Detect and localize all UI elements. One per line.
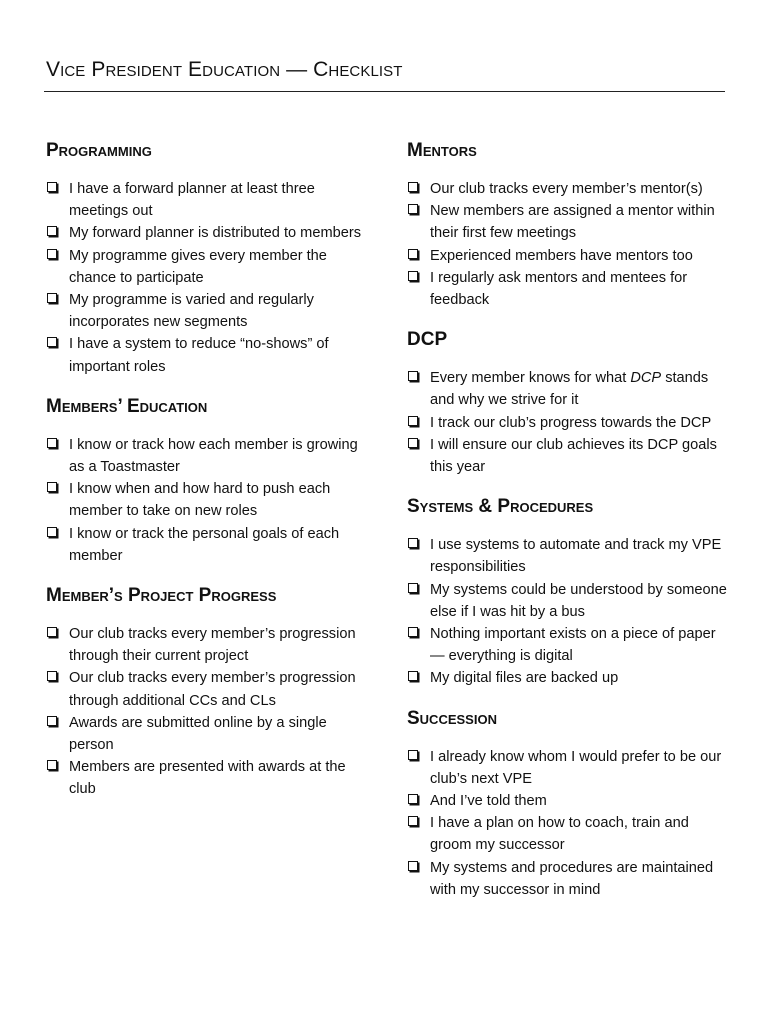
checklist-item[interactable] [407,200,727,244]
checklist-item-label: Our club tracks every member’s progression through their current project [69,626,356,665]
checkbox-icon[interactable] [408,671,418,681]
checklist [46,434,366,567]
checklist [407,178,727,311]
section-title: Systems & Procedures [407,496,594,518]
checklist-item-label: I have a forward planner at least three meetings out [69,181,315,220]
checkbox-icon[interactable] [408,249,418,259]
checklist-item[interactable] [407,790,727,812]
checklist [407,746,727,901]
dcp-term: DCP [630,370,662,387]
checklist-item-label: My systems and procedures are maintained with my successor in mind [430,859,714,898]
checklist-item-label: My digital files are backed up [430,670,619,687]
checklist-item[interactable] [46,245,366,289]
checklist-item[interactable] [407,178,727,200]
checkbox-icon[interactable] [408,271,418,281]
checkbox-icon[interactable] [408,438,418,448]
section-title: Programming [46,140,152,161]
checkbox-icon[interactable] [47,671,57,681]
checkbox-icon[interactable] [47,337,57,347]
checklist-item-label: New members are assigned a mentor within their first few meetings [430,203,715,242]
checklist-item[interactable] [46,712,366,756]
right-column [407,138,727,917]
checklist-item-label: I know when and how hard to push each member to take on new roles [69,481,331,520]
checklist-item-label: My programme gives every member the chance to participate [69,247,327,286]
checklist [46,623,366,801]
section-mentors [407,138,727,311]
checkbox-icon[interactable] [47,226,57,236]
checklist-item[interactable] [46,434,366,478]
checkbox-icon[interactable] [47,249,57,259]
checkbox-icon[interactable] [408,371,418,381]
checklist-item-label: I will ensure our club achieves its DCP goals this year [430,436,717,476]
checklist-item[interactable] [407,746,727,790]
checklist-item-label: I have a system to reduce “no-shows” of important roles [69,336,329,375]
checklist [407,367,727,478]
section-dcp [407,327,727,478]
checklist-item[interactable] [407,267,727,311]
section-title: Members’ Education [46,395,208,417]
section-member-project-progress [46,583,366,801]
checklist-item[interactable] [46,667,366,711]
checkbox-icon[interactable] [408,750,418,760]
checkbox-icon[interactable] [47,627,57,637]
checklist-item-label: I already know whom I would prefer to be our club’s next VPE [430,748,722,787]
section-succession [407,706,727,901]
checkbox-icon[interactable] [408,627,418,637]
checkbox-icon[interactable] [408,416,418,426]
section-systems-procedures [407,494,727,689]
checklist-item-label: My systems could be understood by someone else if I was hit by a bus [430,581,727,620]
page-title: Vice President Education — Checklist [46,58,403,81]
checklist-item-label: Our club tracks every member’s mentor(s) [430,181,703,197]
checkbox-icon[interactable] [408,583,418,593]
checklist-item-label: And I’ve told them [430,793,547,810]
checklist [407,534,727,689]
checkbox-icon[interactable] [47,482,57,492]
section-programming [46,138,366,378]
checklist-item-label: My forward planner is distributed to members [69,225,361,242]
title-divider [44,91,725,92]
checklist-item-label: Experienced members have mentors too [430,247,693,264]
checklist-item[interactable] [407,245,727,267]
checklist-item[interactable] [46,333,366,377]
checklist-item-label: I track our club’s progress towards the DCP [430,414,712,431]
checkbox-icon[interactable] [408,204,418,214]
checklist-item[interactable] [46,523,366,567]
checkbox-icon[interactable] [47,716,57,726]
checklist-item-label: I know or track the personal goals of each member [69,525,340,564]
checklist-item[interactable] [46,623,366,667]
checklist-item-label: Our club tracks every member’s progression through additional CCs and CLs [69,670,356,709]
left-column [46,138,366,817]
checkbox-icon[interactable] [408,794,418,804]
section-title: Member’s Project Progress [46,585,277,607]
section-title: DCP [407,329,448,351]
checklist-item-label: I use systems to automate and track my VPE responsibilities [430,537,722,576]
checklist [46,178,366,378]
checklist-item-label: I regularly ask mentors and mentees for feedback [430,269,688,309]
checklist-item-label: I have a plan on how to coach, train and groom my successor [430,815,689,854]
checkbox-icon[interactable] [47,438,57,448]
checklist-item[interactable] [407,412,727,434]
checklist-item[interactable] [407,434,727,478]
checkbox-icon[interactable] [47,293,57,303]
checklist-item-label: Awards are submitted online by a single person [69,714,327,754]
checklist-item[interactable] [407,534,727,578]
checklist-item[interactable] [407,623,727,667]
checkbox-icon[interactable] [47,527,57,537]
checklist-item-label: Members are presented with awards at the club [69,759,346,798]
checklist-item-label: I know or track how each member is growing as a Toastmaster [69,436,358,476]
checkbox-icon[interactable] [47,182,57,192]
checklist-item-label: My programme is varied and regularly incorporates new segments [69,292,314,331]
checklist-item[interactable] [46,222,366,244]
checklist-item[interactable] [407,857,727,901]
checklist-item[interactable] [46,756,366,800]
checklist-item[interactable] [407,667,727,689]
checklist-item-label: Nothing important exists on a piece of paper — everything is digital [430,626,716,665]
checklist-item[interactable] [46,289,366,333]
checkbox-icon[interactable] [408,538,418,548]
checklist-item[interactable] [46,178,366,222]
checklist-item-label: Every member knows for what DCP stands and why we strive for it [430,370,709,409]
checklist-item[interactable] [46,478,366,522]
section-members-education [46,394,366,567]
checkbox-icon[interactable] [47,760,57,770]
checkbox-icon[interactable] [408,861,418,871]
section-title: Mentors [407,140,477,161]
checklist-item[interactable] [407,579,727,623]
checkbox-icon[interactable] [408,182,418,192]
checkbox-icon[interactable] [408,816,418,826]
checklist-item[interactable] [407,367,727,411]
section-title: Succession [407,707,497,729]
checklist-item[interactable] [407,812,727,856]
